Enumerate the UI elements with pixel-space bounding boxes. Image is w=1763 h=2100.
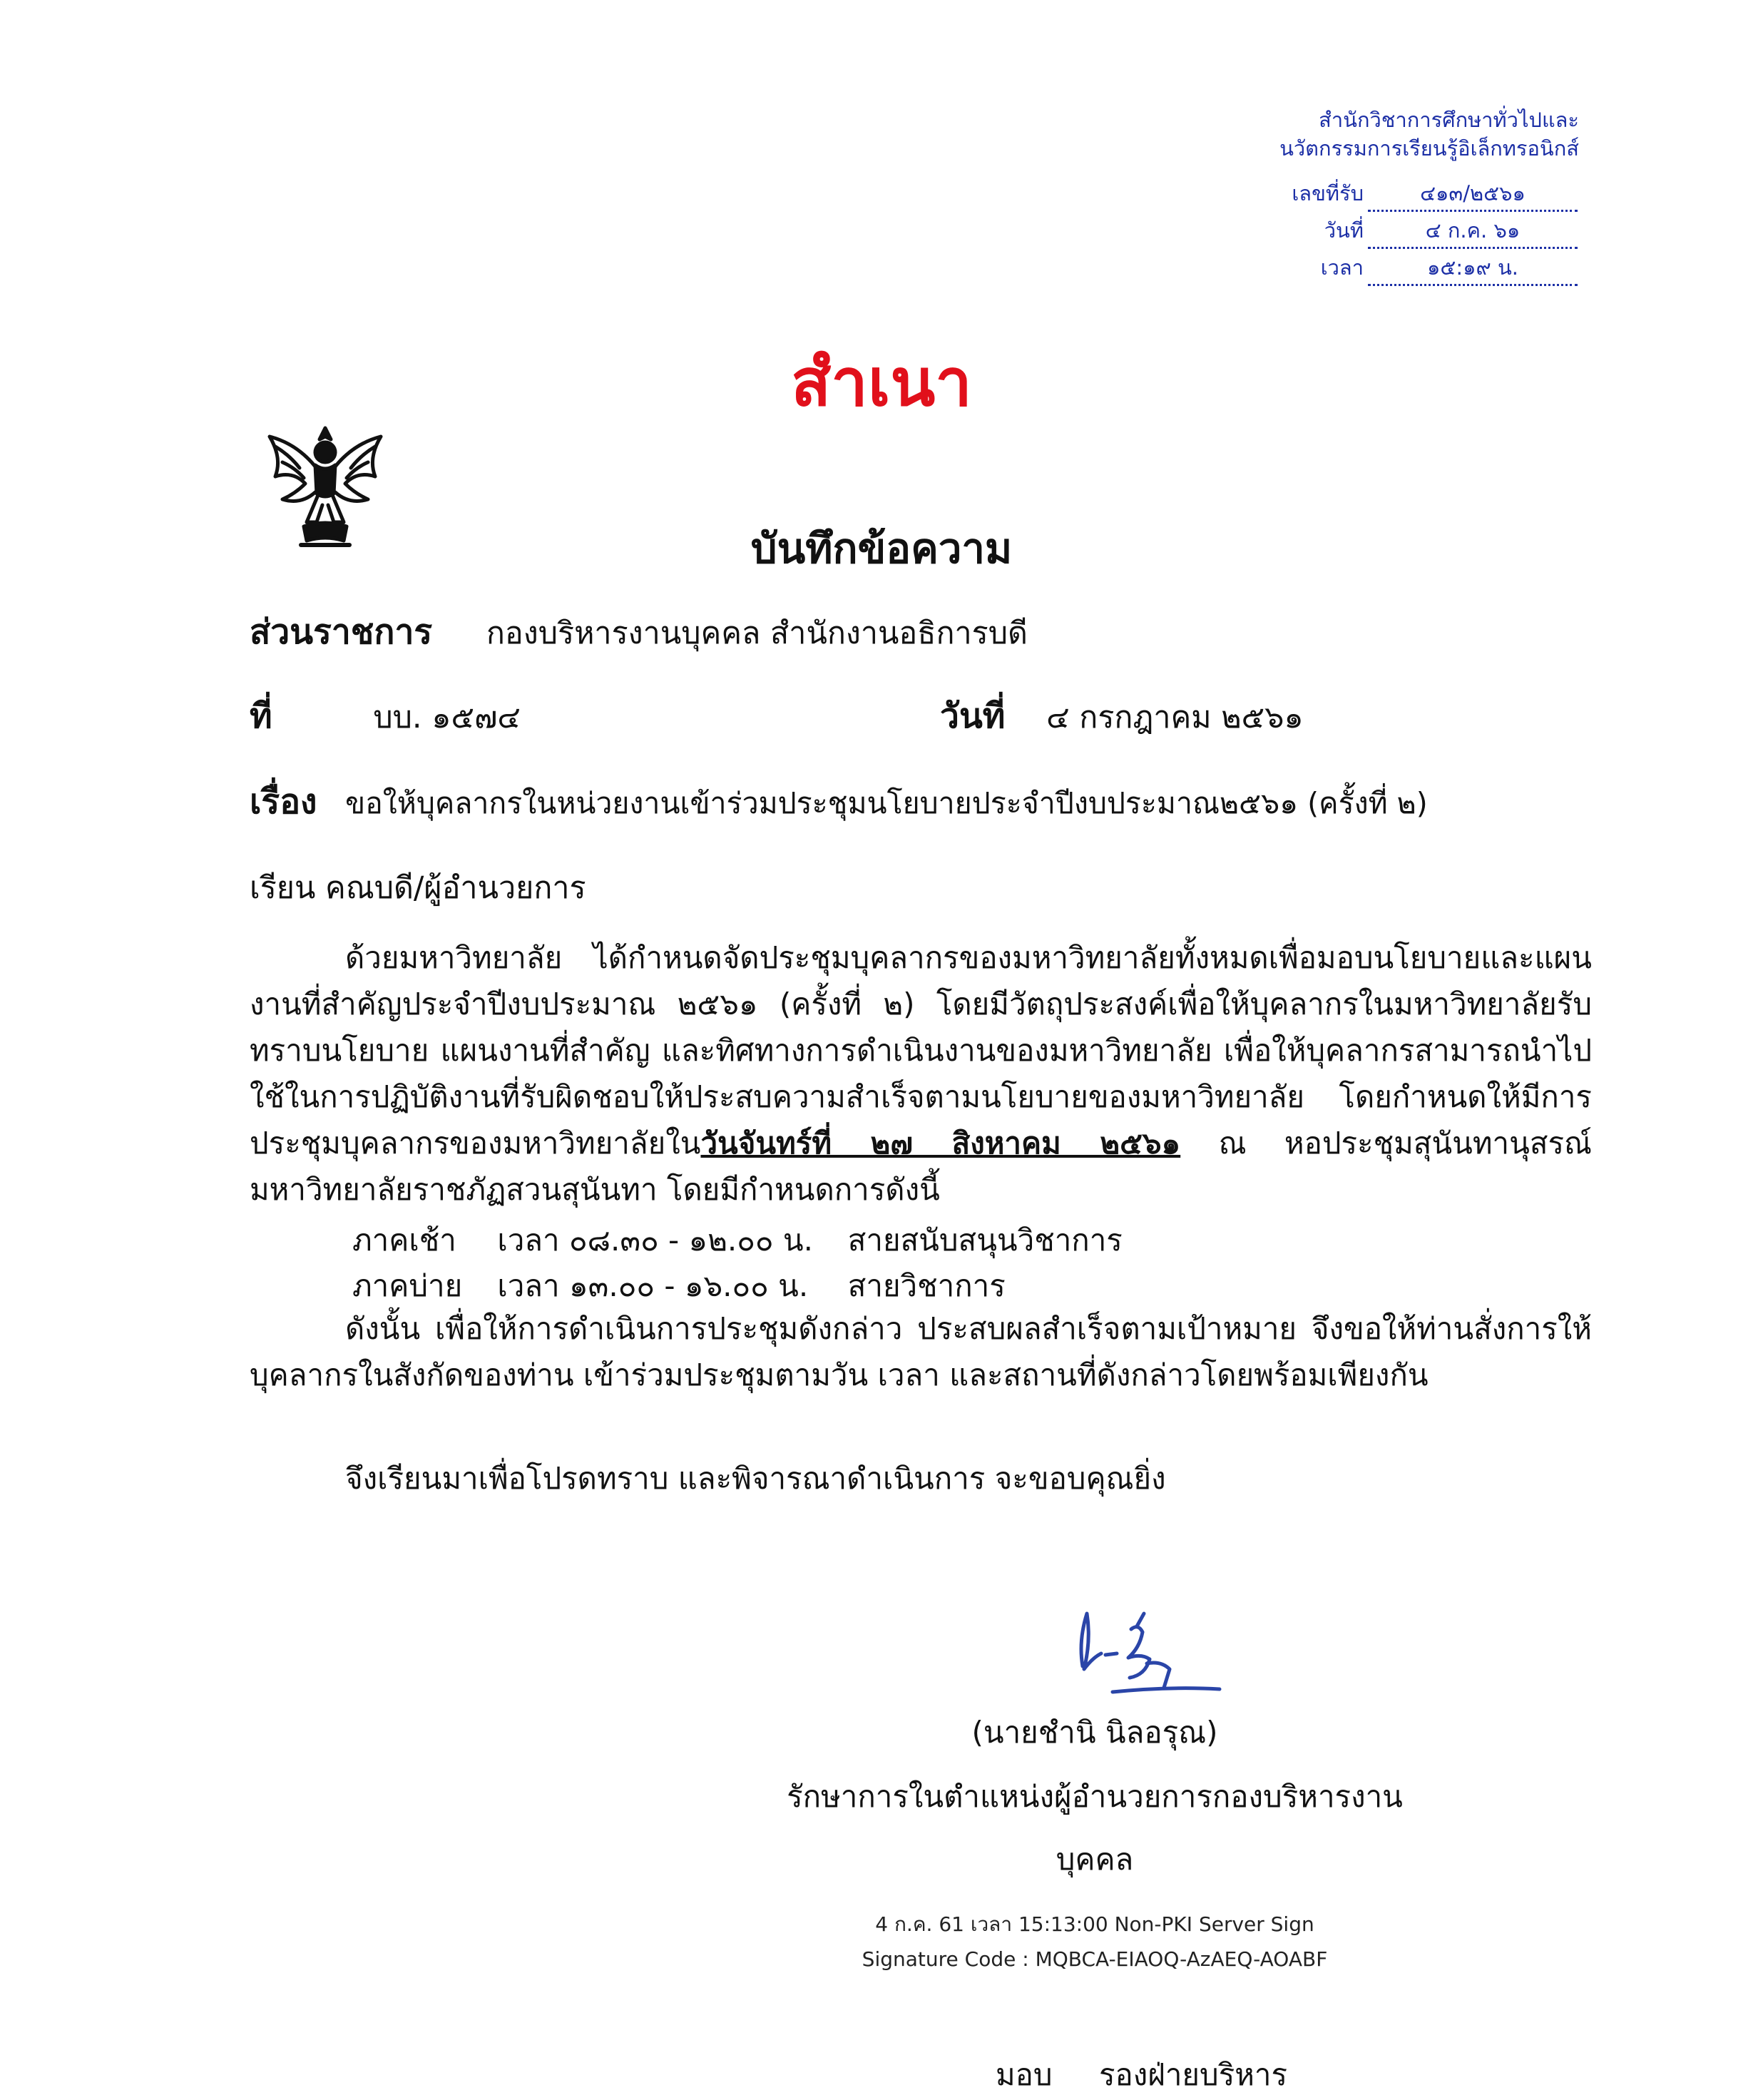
addressee: เรียน คณบดี/ผู้อำนวยการ xyxy=(250,870,586,906)
schedule-group: สายวิชาการ xyxy=(847,1268,1006,1303)
body-paragraph-2 xyxy=(250,1305,1592,1398)
subject-label: เรื่อง xyxy=(250,782,317,822)
stamp-row-time xyxy=(0,251,1763,280)
reference-value: บบ. ๑๕๗๔ xyxy=(373,700,521,735)
stamp-office-name xyxy=(1008,106,1579,163)
stamp-row-receive-no xyxy=(0,177,1763,205)
agency-row xyxy=(250,605,1028,659)
signer-name: (นายชำนิ นิลอรุณ) xyxy=(971,1715,1218,1750)
copy-mark: สำเนา xyxy=(791,345,972,421)
agency-value: กองบริหารงานบุคคล สำนักงานอธิการบดี xyxy=(486,616,1028,651)
stamp-row-date xyxy=(0,214,1763,243)
stamp-office-line2: นวัตกรรมการเรียนรู้อิเล็กทรอนิกส์ xyxy=(1279,136,1579,160)
signature-code: Signature Code : MQBCA-EIAOQ-AzAEQ-AOABF xyxy=(862,1947,1328,1971)
closing-sentence: จึงเรียนมาเพื่อโปรดทราบ และพิจารณาดำเนินการ จะขอบคุณยิ่ง xyxy=(345,1461,1166,1496)
agency-label: ส่วนราชการ xyxy=(250,612,433,652)
schedule-group: สายสนับสนุนวิชาการ xyxy=(847,1223,1123,1258)
schedule-time: เวลา ๑๓.๐๐ - ๑๖.๐๐ น. xyxy=(497,1268,809,1303)
date-row xyxy=(940,689,1304,743)
date-label: วันที่ xyxy=(940,696,1006,736)
schedule-row-afternoon xyxy=(352,1263,1006,1310)
body-paragraph-2-text: ดังนั้น เพื่อให้การดำเนินการประชุมดังกล่าว ประสบผลสำเร็จตามเป้าหมาย จึงขอให้ท่านสั่งการให้บุคลากรในสังกัดของท่าน เข้าร่วมประชุมตามวัน เวลา และสถานที่ดังกล่าวโดยพร้อมเพียงกัน xyxy=(250,1311,1592,1392)
reference-label: ที่ xyxy=(250,696,272,736)
stamp-value: ๔๑๓/๒๕๖๑ xyxy=(1368,177,1578,212)
schedule-time: เวลา ๐๘.๓๐ - ๑๒.๐๐ น. xyxy=(497,1223,813,1258)
stamp-label: วันที่ xyxy=(1324,218,1364,243)
document-title: บันทึกข้อความ xyxy=(750,524,1013,573)
reference-row xyxy=(250,689,521,743)
body-paragraph-1-text-end: ณ หอประชุมสุนันทานุสรณ์ มหาวิทยาลัยราชภัฏสวนสุนันทา โดยมีกำหนดการดังนี้ xyxy=(250,1126,1592,1207)
subject-row xyxy=(250,775,1428,829)
stamp-value: ๑๕:๑๙ น. xyxy=(1368,251,1578,286)
stamp-label: เวลา xyxy=(1320,255,1364,280)
body-paragraph-1-text: ด้วยมหาวิทยาลัย ได้กำหนดจัดประชุมบุคลากรของมหาวิทยาลัยทั้งหมดเพื่อมอบนโยบายและแผนงานที่สำคัญประจำปีงบประมาณ ๒๕๖๑ (ครั้งที่ ๒) โดยมีวัตถุประสงค์เพื่อให้บุคลากรในมหาวิทยาลัยรับทราบนโยบาย แผนงานที่สำคัญ และทิศทางการดำเนินงานของมหาวิทยาลัย เพื่อให้บุคลากรสามารถนำไปใช้ในการปฏิบัติงานที่รับผิดชอบให้ประสบความสำเร็จตามนโยบายของมหาวิทยาลัย โดยกำหนดให้มีการประชุมบุคลากรของมหาวิทยาลัยใน xyxy=(250,940,1592,1161)
routing-note xyxy=(996,2051,1287,2099)
subject-value: ขอให้บุคลากรในหน่วยงานเข้าร่วมประชุมนโยบายประจำปีงบประมาณ๒๕๖๑ (ครั้งที่ ๒) xyxy=(345,786,1428,820)
date-value: ๔ กรกฎาคม ๒๕๖๑ xyxy=(1046,700,1304,735)
schedule-period: ภาคบ่าย xyxy=(352,1268,463,1303)
schedule-period: ภาคเช้า xyxy=(352,1223,456,1258)
signature-timestamp: 4 ก.ค. 61 เวลา 15:13:00 Non-PKI Server Sign xyxy=(875,1912,1314,1936)
body-paragraph-1 xyxy=(250,934,1592,1213)
routing-value: รองฝ่ายบริหาร xyxy=(1098,2057,1288,2092)
signer-position-cont: บุคคล xyxy=(1056,1842,1134,1877)
schedule-row-morning xyxy=(352,1217,1123,1264)
stamp-value: ๔ ก.ค. ๖๑ xyxy=(1368,214,1578,249)
meeting-date-emphasis: วันจันทร์ที่ ๒๗ สิงหาคม ๒๕๖๑ xyxy=(700,1126,1181,1161)
routing-label: มอบ xyxy=(996,2057,1053,2092)
handwritten-signature-icon xyxy=(1063,1598,1234,1705)
stamp-office-line1: สำนักวิชาการศึกษาทั่วไปและ xyxy=(1319,108,1579,132)
signer-position: รักษาการในตำแหน่งผู้อำนวยการกองบริหารงาน xyxy=(787,1779,1403,1814)
stamp-label: เลขที่รับ xyxy=(1292,181,1364,205)
